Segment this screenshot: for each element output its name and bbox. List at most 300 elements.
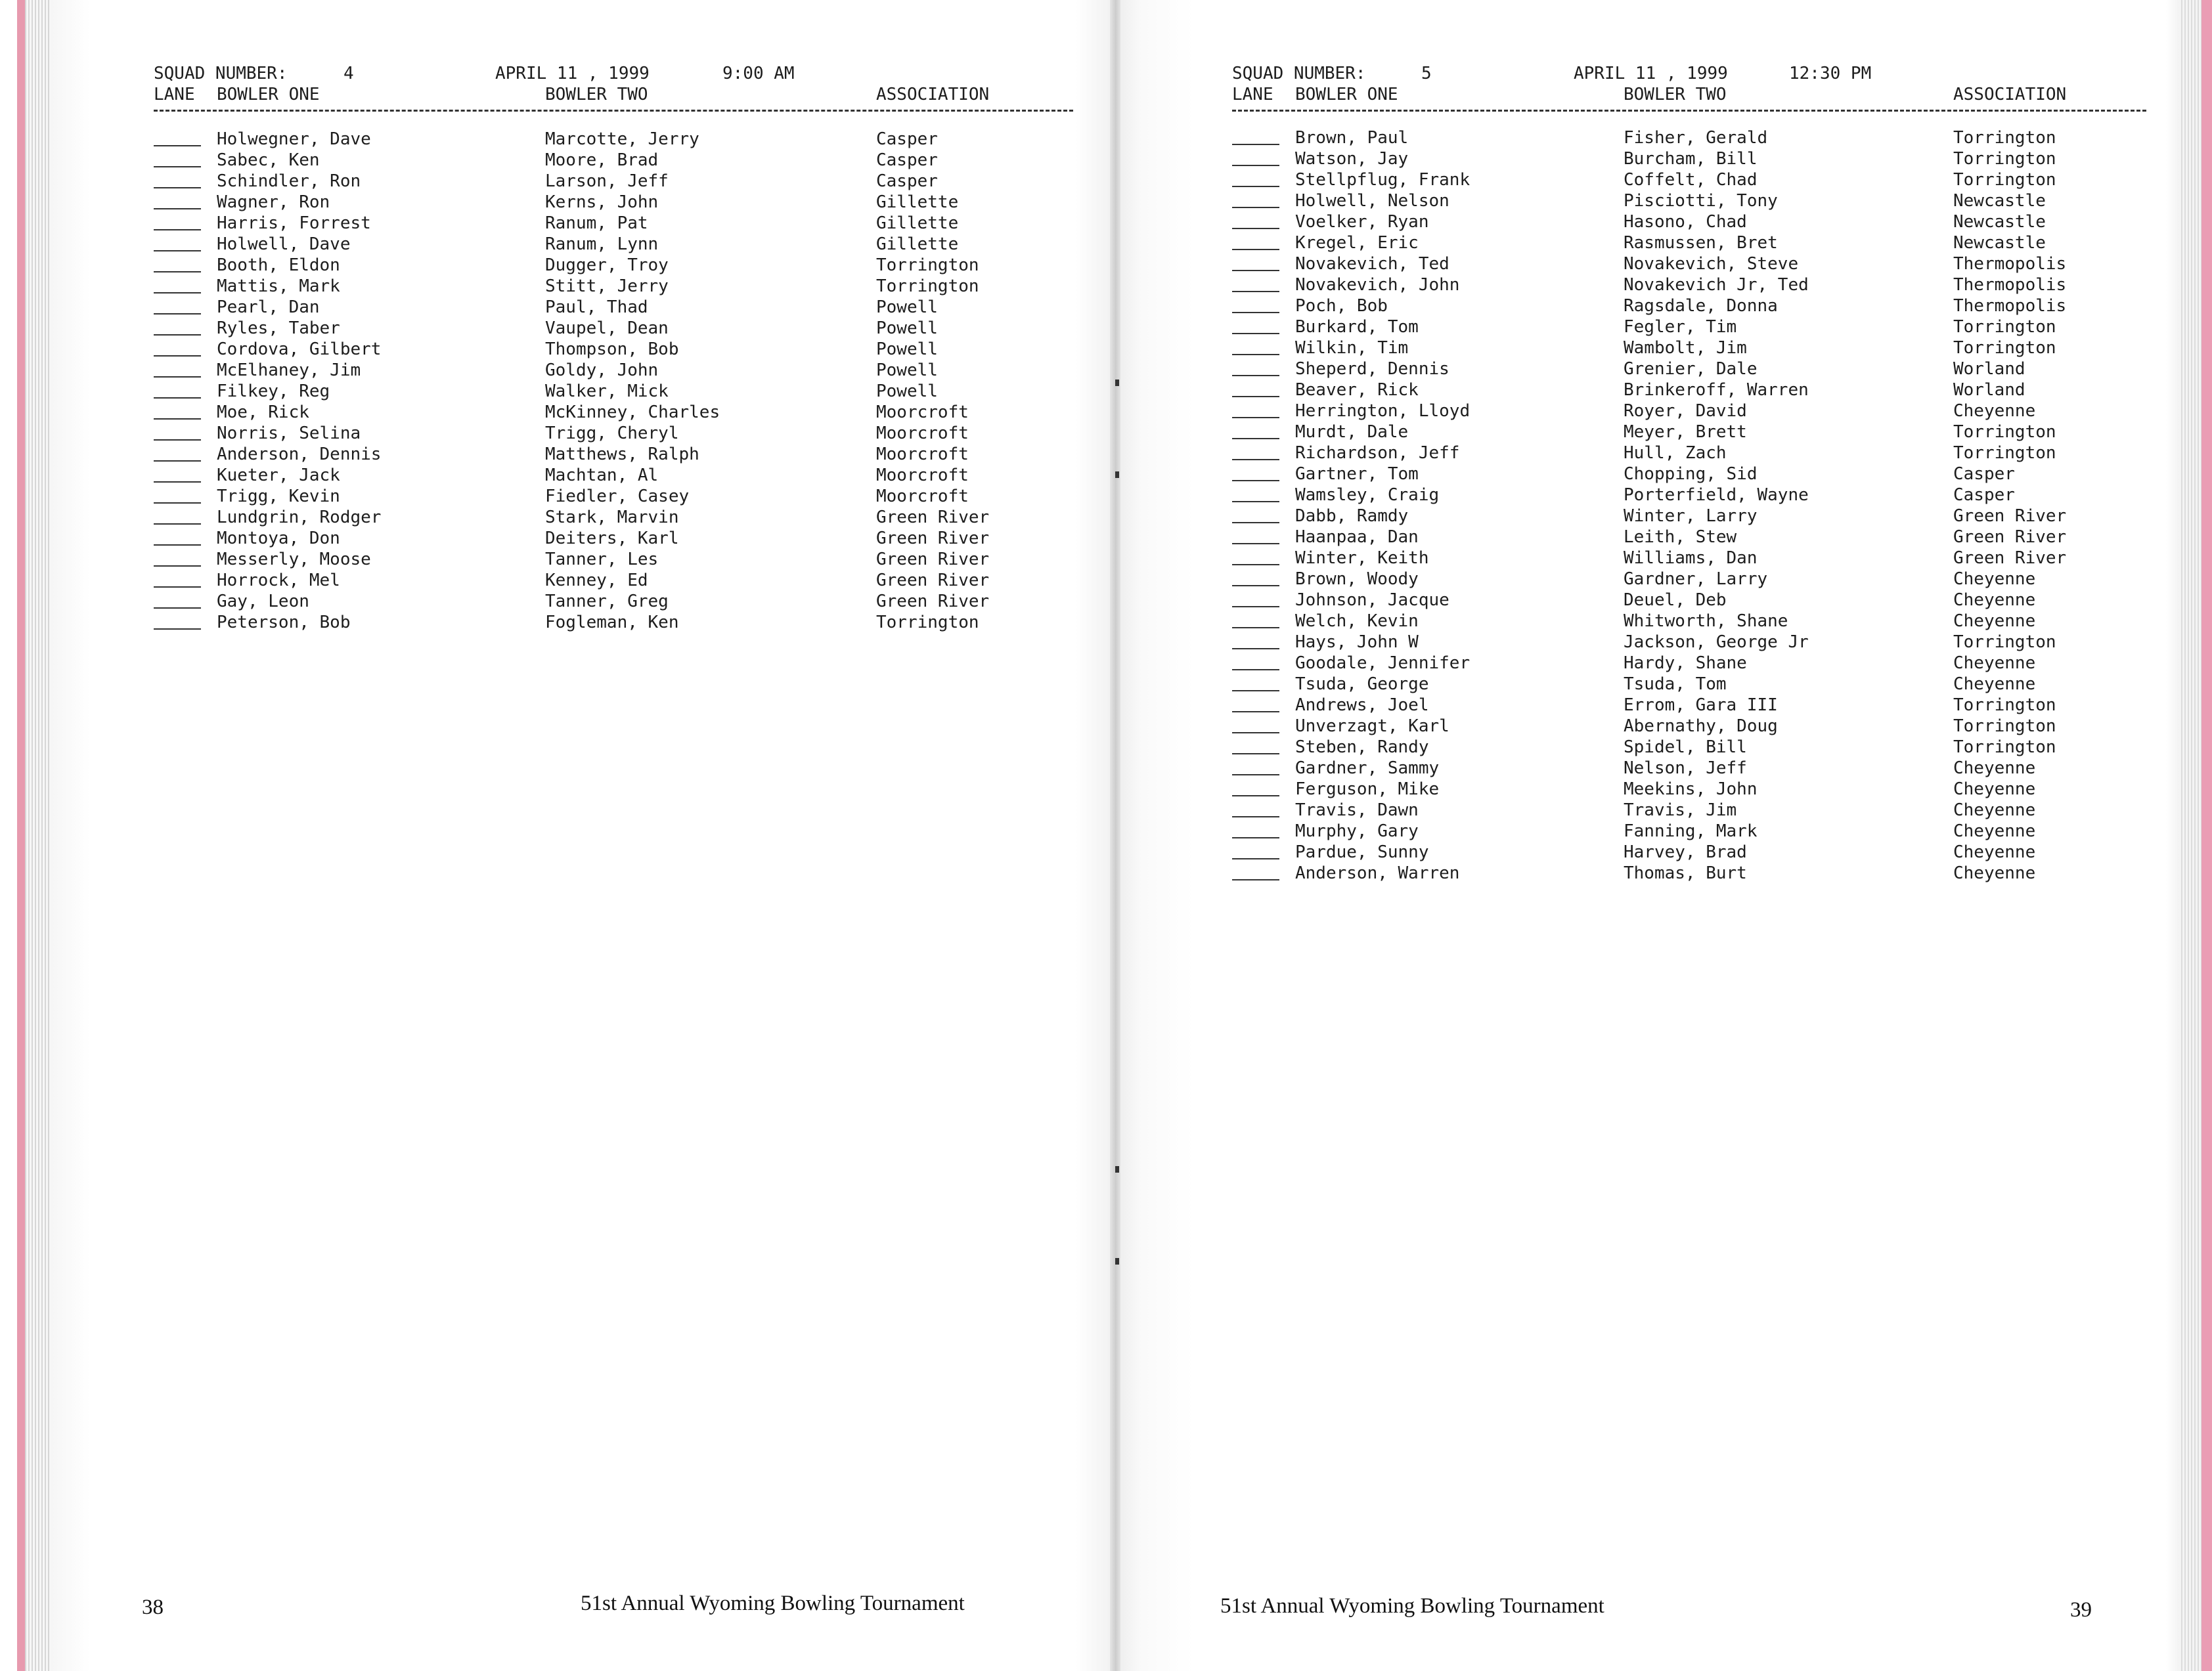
table-row (51, 591, 1115, 612)
association-name: Moorcroft (876, 487, 969, 506)
table-row (1115, 569, 2179, 590)
association-name: Green River (876, 508, 990, 527)
bowler-two-name: Tanner, Greg (545, 592, 669, 611)
bowler-two-name: Spidel, Bill (1624, 737, 1747, 757)
lane-blank-line (154, 523, 201, 525)
bowler-one-name: Stellpflug, Frank (1295, 170, 1471, 190)
bowler-two-name: Brinkeroff, Warren (1624, 380, 1809, 400)
bowler-two-name: Fegler, Tim (1624, 317, 1737, 337)
staple (1115, 1166, 1119, 1173)
bowler-one-name: Trigg, Kevin (217, 487, 340, 506)
lane-blank-line (1232, 417, 1279, 418)
lane-blank-line (154, 250, 201, 251)
table-row (1115, 127, 2179, 148)
lane-blank-line (1232, 627, 1279, 628)
lane-blank-line (1232, 753, 1279, 754)
bowler-two-name: Vaupel, Dean (545, 318, 669, 338)
association-name: Cheyenne (1953, 800, 2036, 820)
bowler-two-name: Fisher, Gerald (1624, 128, 1768, 148)
bowler-two-name: Fiedler, Casey (545, 487, 690, 506)
bowler-two-name: Whitworth, Shane (1624, 611, 1788, 631)
lane-blank-line (154, 565, 201, 567)
association-name: Casper (1953, 485, 2015, 505)
association-name: Torrington (876, 276, 979, 296)
page-number: 38 (142, 1595, 164, 1619)
lane-blank-line (154, 418, 201, 420)
bowler-one-name: Gay, Leon (217, 592, 309, 611)
bowler-two-name: Wambolt, Jim (1624, 338, 1747, 358)
lane-blank-line (1232, 501, 1279, 502)
bowler-two-name: McKinney, Charles (545, 402, 720, 422)
association-name: Casper (1953, 464, 2015, 484)
bowler-two-name: Meekins, John (1624, 779, 1758, 799)
lane-blank-line (1232, 207, 1279, 208)
table-row (1115, 821, 2179, 842)
table-row (1115, 485, 2179, 506)
squad-label: SQUAD NUMBER: (1232, 64, 1366, 83)
association-name: Cheyenne (1953, 821, 2036, 841)
spine-gutter (1110, 0, 1120, 1671)
lane-blank-line (1232, 375, 1279, 376)
table-row (1115, 842, 2179, 863)
bowler-two-name: Machtan, Al (545, 466, 659, 485)
left-page-edges (25, 0, 51, 1671)
table-row (1115, 527, 2179, 548)
table-row (1115, 506, 2179, 527)
bowler-one-name: Murphy, Gary (1295, 821, 1419, 841)
table-row (51, 423, 1115, 444)
lane-blank-line (154, 439, 201, 441)
table-row (1115, 716, 2179, 737)
lane-blank-line (1232, 270, 1279, 271)
staple (1115, 380, 1119, 386)
association-name: Moorcroft (876, 445, 969, 464)
bowler-two-name: Grenier, Dale (1624, 359, 1758, 379)
staple (1115, 471, 1119, 478)
bowler-one-name: Ferguson, Mike (1295, 779, 1440, 799)
association-name: Casper (876, 129, 938, 149)
bowler-two-name: Trigg, Cheryl (545, 423, 679, 443)
bowler-one-name: Schindler, Ron (217, 171, 361, 191)
bowler-one-name: Andrews, Joel (1295, 695, 1429, 715)
lane-blank-line (1232, 585, 1279, 586)
lane-blank-line (154, 544, 201, 546)
lane-blank-line (154, 208, 201, 209)
lane-blank-line (1232, 291, 1279, 292)
lane-blank-line (154, 187, 201, 188)
association-name: Powell (876, 318, 938, 338)
lane-blank-line (1232, 711, 1279, 712)
table-row (51, 150, 1115, 171)
bowler-two-name: Fanning, Mark (1624, 821, 1758, 841)
bowler-two-name: Walker, Mick (545, 381, 669, 401)
association-name: Powell (876, 360, 938, 380)
bowler-one-name: Haanpaa, Dan (1295, 527, 1419, 547)
bowler-two-name: Chopping, Sid (1624, 464, 1758, 484)
lane-blank-line (154, 145, 201, 146)
bowler-one-name: Steben, Randy (1295, 737, 1429, 757)
bowler-one-name: Holwell, Dave (217, 234, 351, 254)
squad-number: 5 (1421, 64, 1432, 83)
bowler-one-name: Lundgrin, Rodger (217, 508, 382, 527)
bowler-one-name: Novakevich, Ted (1295, 254, 1449, 274)
association-name: Moorcroft (876, 423, 969, 443)
association-name: Torrington (1953, 170, 2056, 190)
bowler-two-name: Jackson, George Jr (1624, 632, 1809, 652)
header-rule (154, 110, 1073, 112)
table-row (1115, 695, 2179, 716)
table-row (1115, 548, 2179, 569)
bowler-one-name: Wagner, Ron (217, 192, 330, 212)
lane-blank-line (1232, 396, 1279, 397)
lane-blank-line (1232, 438, 1279, 439)
association-name: Casper (876, 150, 938, 170)
bowler-two-name: Ragsdale, Donna (1624, 296, 1778, 316)
association-name: Newcastle (1953, 191, 2046, 211)
association-name: Torrington (1953, 149, 2056, 169)
bowler-one-name: Travis, Dawn (1295, 800, 1419, 820)
lane-blank-line (1232, 606, 1279, 607)
bowler-one-name: Kueter, Jack (217, 466, 340, 485)
table-row (51, 570, 1115, 591)
bowler-two-name: Nelson, Jeff (1624, 758, 1747, 778)
col-bowler-one: BOWLER ONE (1295, 85, 1398, 104)
bowler-two-name: Goldy, John (545, 360, 659, 380)
squad-sheet (51, 0, 1115, 1671)
bowler-one-name: Montoya, Don (217, 529, 340, 548)
bowler-one-name: Richardson, Jeff (1295, 443, 1460, 463)
association-name: Cheyenne (1953, 401, 2036, 421)
table-row (1115, 232, 2179, 253)
lane-blank-line (1232, 858, 1279, 859)
association-name: Green River (1953, 527, 2067, 547)
bowler-two-name: Marcotte, Jerry (545, 129, 699, 149)
bowler-one-name: Hays, John W (1295, 632, 1419, 652)
bowler-two-name: Thompson, Bob (545, 339, 679, 359)
squad-sheet (1115, 0, 2179, 1671)
association-name: Cheyenne (1953, 779, 2036, 799)
bowler-two-name: Ranum, Lynn (545, 234, 659, 254)
bowler-one-name: Horrock, Mel (217, 571, 340, 590)
bowler-two-name: Travis, Jim (1624, 800, 1737, 820)
bowler-two-name: Hardy, Shane (1624, 653, 1747, 673)
bowler-one-name: Anderson, Warren (1295, 863, 1460, 883)
col-lane: LANE (1232, 85, 1273, 104)
table-row (1115, 464, 2179, 485)
bowler-one-name: Winter, Keith (1295, 548, 1429, 568)
table-row (1115, 295, 2179, 316)
footer-title: 51st Annual Wyoming Bowling Tournament (1220, 1594, 1604, 1618)
lane-blank-line (154, 313, 201, 315)
bowler-one-name: Tsuda, George (1295, 674, 1429, 694)
bowler-two-name: Tsuda, Tom (1624, 674, 1727, 694)
association-name: Green River (1953, 506, 2067, 526)
bowler-two-name: Matthews, Ralph (545, 445, 699, 464)
association-name: Moorcroft (876, 466, 969, 485)
lane-blank-line (1232, 354, 1279, 355)
squad-label: SQUAD NUMBER: (154, 64, 288, 83)
lane-blank-line (1232, 837, 1279, 838)
bowler-one-name: Gartner, Tom (1295, 464, 1419, 484)
squad-time: 12:30 PM (1789, 64, 1872, 83)
bowler-one-name: Burkard, Tom (1295, 317, 1419, 337)
bowler-two-name: Thomas, Burt (1624, 863, 1747, 883)
bowler-two-name: Gardner, Larry (1624, 569, 1768, 589)
squad-date: APRIL 11 , 1999 (1574, 64, 1728, 83)
table-row (1115, 337, 2179, 358)
lane-blank-line (1232, 774, 1279, 775)
bowler-one-name: Sabec, Ken (217, 150, 320, 170)
table-row (51, 402, 1115, 423)
page-number: 39 (2070, 1598, 2092, 1622)
bowler-one-name: Wilkin, Tim (1295, 338, 1409, 358)
bowler-two-name: Abernathy, Doug (1624, 716, 1778, 736)
header-rule (1232, 110, 2146, 112)
table-row (51, 192, 1115, 213)
bowler-one-name: Brown, Woody (1295, 569, 1419, 589)
bowler-two-name: Deuel, Deb (1624, 590, 1727, 610)
association-name: Newcastle (1953, 233, 2046, 253)
association-name: Powell (876, 339, 938, 359)
bowler-two-name: Stitt, Jerry (545, 276, 669, 296)
table-row (51, 255, 1115, 276)
association-name: Green River (876, 529, 990, 548)
lane-blank-line (154, 607, 201, 609)
lane-blank-line (1232, 543, 1279, 544)
bowler-one-name: Unverzagt, Karl (1295, 716, 1449, 736)
table-row (1115, 274, 2179, 295)
footer-title: 51st Annual Wyoming Bowling Tournament (581, 1592, 965, 1615)
bowler-one-name: Gardner, Sammy (1295, 758, 1440, 778)
lane-blank-line (154, 376, 201, 378)
association-name: Cheyenne (1953, 758, 2036, 778)
bowler-two-name: Winter, Larry (1624, 506, 1758, 526)
bowler-one-name: Watson, Jay (1295, 149, 1409, 169)
bowler-one-name: Peterson, Bob (217, 613, 351, 632)
table-row (1115, 253, 2179, 274)
association-name: Cheyenne (1953, 674, 2036, 694)
association-name: Torrington (876, 255, 979, 275)
bowler-two-name: Moore, Brad (545, 150, 659, 170)
lane-blank-line (1232, 564, 1279, 565)
lane-blank-line (1232, 669, 1279, 670)
bowler-one-name: Cordova, Gilbert (217, 339, 382, 359)
bowler-two-name: Deiters, Karl (545, 529, 679, 548)
bowler-two-name: Harvey, Brad (1624, 842, 1747, 862)
squad-date: APRIL 11 , 1999 (495, 64, 650, 83)
bowler-one-name: Brown, Paul (1295, 128, 1409, 148)
association-name: Green River (876, 571, 990, 590)
lane-blank-line (1232, 459, 1279, 460)
association-name: Powell (876, 297, 938, 317)
association-name: Torrington (1953, 632, 2056, 652)
bowler-two-name: Kerns, John (545, 192, 659, 212)
association-name: Newcastle (1953, 212, 2046, 232)
lane-blank-line (1232, 249, 1279, 250)
association-name: Thermopolis (1953, 275, 2067, 295)
bowler-one-name: Ryles, Taber (217, 318, 340, 338)
lane-blank-line (1232, 795, 1279, 796)
bowler-two-name: Stark, Marvin (545, 508, 679, 527)
bowler-one-name: Dabb, Ramdy (1295, 506, 1409, 526)
table-row (51, 171, 1115, 192)
bowler-two-name: Meyer, Brett (1624, 422, 1747, 442)
bowler-two-name: Pisciotti, Tony (1624, 191, 1778, 211)
bowler-one-name: Poch, Bob (1295, 296, 1388, 316)
col-lane: LANE (154, 85, 195, 104)
lane-blank-line (1232, 312, 1279, 313)
right-page-edges (2179, 0, 2201, 1671)
bowler-two-name: Novakevich, Steve (1624, 254, 1799, 274)
lane-blank-line (1232, 144, 1279, 145)
table-row (1115, 401, 2179, 422)
lane-blank-line (154, 397, 201, 399)
table-row (1115, 800, 2179, 821)
table-row (51, 129, 1115, 150)
table-row (51, 318, 1115, 339)
lane-blank-line (154, 271, 201, 272)
lane-blank-line (154, 502, 201, 504)
col-association: ASSOCIATION (1953, 85, 2067, 104)
bowler-one-name: Wamsley, Craig (1295, 485, 1440, 505)
col-bowler-two: BOWLER TWO (545, 85, 648, 104)
bowler-one-name: Harris, Forrest (217, 213, 371, 233)
page-38 (51, 0, 1115, 1671)
table-row (1115, 674, 2179, 695)
bowler-two-name: Hasono, Chad (1624, 212, 1747, 232)
association-name: Torrington (1953, 716, 2056, 736)
association-name: Torrington (1953, 128, 2056, 148)
bowler-two-name: Novakevich Jr, Ted (1624, 275, 1809, 295)
table-row (1115, 190, 2179, 211)
table-row (1115, 211, 2179, 232)
association-name: Gillette (876, 192, 959, 212)
bowler-one-name: Johnson, Jacque (1295, 590, 1449, 610)
bowler-one-name: Murdt, Dale (1295, 422, 1409, 442)
association-name: Cheyenne (1953, 863, 2036, 883)
association-name: Green River (1953, 548, 2067, 568)
table-row (51, 297, 1115, 318)
bowler-two-name: Errom, Gara III (1624, 695, 1778, 715)
table-row (1115, 590, 2179, 611)
bowler-two-name: Coffelt, Chad (1624, 170, 1758, 190)
association-name: Cheyenne (1953, 653, 2036, 673)
bowler-two-name: Kenney, Ed (545, 571, 648, 590)
lane-blank-line (154, 460, 201, 462)
bowler-one-name: Mattis, Mark (217, 276, 340, 296)
bowler-one-name: Kregel, Eric (1295, 233, 1419, 253)
lane-blank-line (1232, 228, 1279, 229)
bowler-one-name: Filkey, Reg (217, 381, 330, 401)
association-name: Powell (876, 381, 938, 401)
table-row (51, 339, 1115, 360)
table-row (51, 381, 1115, 402)
association-name: Thermopolis (1953, 296, 2067, 316)
bowler-two-name: Dugger, Troy (545, 255, 669, 275)
table-row (51, 213, 1115, 234)
lane-blank-line (154, 355, 201, 357)
bowler-two-name: Rasmussen, Bret (1624, 233, 1778, 253)
association-name: Gillette (876, 213, 959, 233)
bowler-one-name: Anderson, Dennis (217, 445, 382, 464)
table-row (51, 549, 1115, 570)
bowler-one-name: Novakevich, John (1295, 275, 1460, 295)
table-row (51, 276, 1115, 297)
bowler-one-name: Herrington, Lloyd (1295, 401, 1471, 421)
bowler-two-name: Royer, David (1624, 401, 1747, 421)
table-row (51, 234, 1115, 255)
table-row (1115, 358, 2179, 380)
lane-blank-line (1232, 816, 1279, 817)
table-row (51, 612, 1115, 633)
bowler-two-name: Paul, Thad (545, 297, 648, 317)
table-row (1115, 148, 2179, 169)
association-name: Torrington (876, 613, 979, 632)
table-row (1115, 632, 2179, 653)
table-row (1115, 443, 2179, 464)
association-name: Worland (1953, 359, 2025, 379)
lane-blank-line (154, 166, 201, 167)
lane-blank-line (1232, 522, 1279, 523)
association-name: Moorcroft (876, 402, 969, 422)
col-bowler-two: BOWLER TWO (1624, 85, 1727, 104)
table-row (51, 444, 1115, 465)
bowler-one-name: Holwell, Nelson (1295, 191, 1449, 211)
table-row (1115, 611, 2179, 632)
lane-blank-line (1232, 165, 1279, 166)
bowler-one-name: Voelker, Ryan (1295, 212, 1429, 232)
lane-blank-line (154, 229, 201, 230)
table-row (51, 465, 1115, 486)
squad-time: 9:00 AM (722, 64, 795, 83)
bowler-two-name: Larson, Jeff (545, 171, 669, 191)
table-row (51, 507, 1115, 528)
left-cover-edge (17, 0, 25, 1671)
table-row (1115, 758, 2179, 779)
association-name: Torrington (1953, 317, 2056, 337)
lane-blank-line (1232, 690, 1279, 691)
association-name: Torrington (1953, 737, 2056, 757)
lane-blank-line (1232, 480, 1279, 481)
table-row (51, 486, 1115, 507)
bowler-two-name: Leith, Stew (1624, 527, 1737, 547)
bowler-two-name: Tanner, Les (545, 550, 659, 569)
table-row (1115, 380, 2179, 401)
bowler-one-name: Beaver, Rick (1295, 380, 1419, 400)
col-bowler-one: BOWLER ONE (217, 85, 320, 104)
association-name: Gillette (876, 234, 959, 254)
association-name: Thermopolis (1953, 254, 2067, 274)
lane-blank-line (1232, 732, 1279, 733)
table-row (51, 360, 1115, 381)
bowler-one-name: Pearl, Dan (217, 297, 320, 317)
bowler-one-name: Goodale, Jennifer (1295, 653, 1471, 673)
table-row (1115, 737, 2179, 758)
bowler-two-name: Fogleman, Ken (545, 613, 679, 632)
col-association: ASSOCIATION (876, 85, 990, 104)
bowler-two-name: Hull, Zach (1624, 443, 1727, 463)
lane-blank-line (1232, 879, 1279, 880)
association-name: Worland (1953, 380, 2025, 400)
staple (1115, 1258, 1119, 1265)
association-name: Cheyenne (1953, 842, 2036, 862)
lane-blank-line (154, 292, 201, 293)
association-name: Torrington (1953, 443, 2056, 463)
table-row (1115, 653, 2179, 674)
bowler-one-name: Holwegner, Dave (217, 129, 371, 149)
bowler-one-name: Booth, Eldon (217, 255, 340, 275)
table-row (1115, 316, 2179, 337)
